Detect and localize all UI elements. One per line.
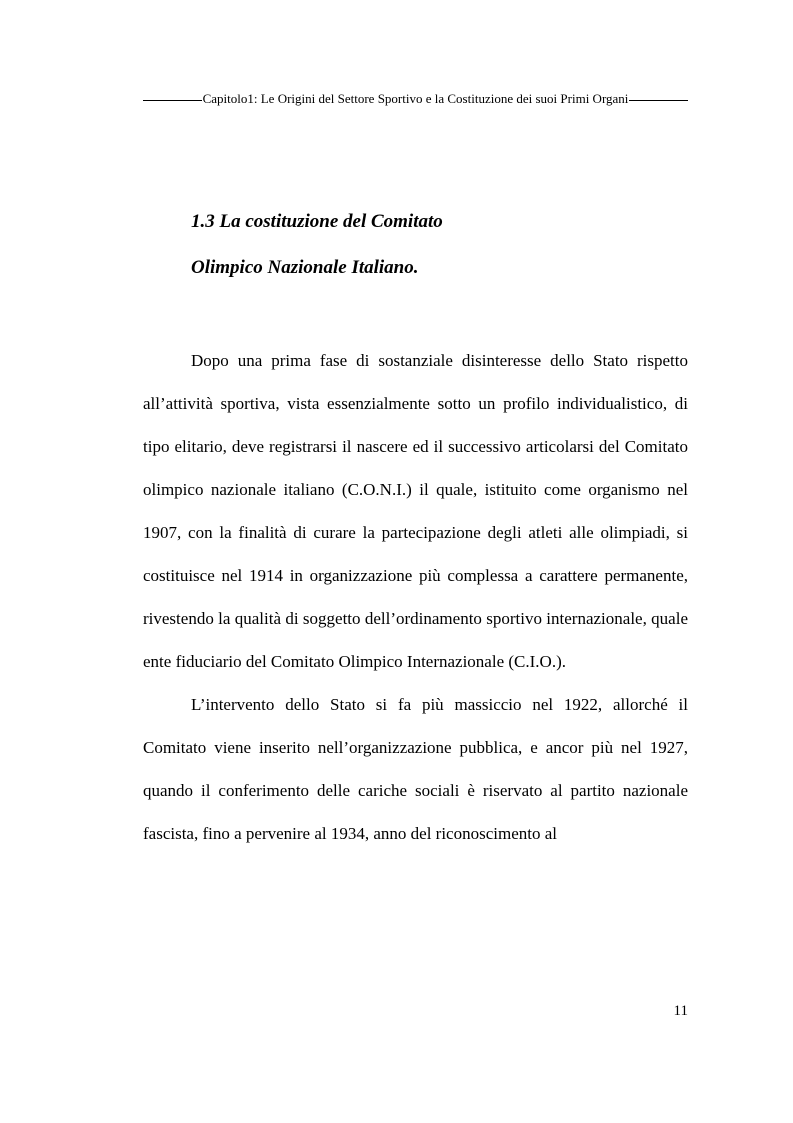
header-rule-left	[143, 100, 202, 101]
section-heading-line-2: Olimpico Nazionale Italiano.	[191, 257, 419, 278]
section-heading-line-1: 1.3 La costituzione del Comitato	[191, 211, 443, 232]
page-number: 11	[673, 1003, 688, 1019]
paragraph-2: L’intervento dello Stato si fa più massiccio nel 1922, allorché il Comitato viene inserito nell’organizzazione pubblica, e ancor più nel 1927, quando il conferimento delle cariche sociali è riservato al partito nazionale fascista, fino a pervenire al 1934, anno del riconoscimento al	[143, 695, 688, 843]
running-title: Capitolo1: Le Origini del Settore Sportivo e la Costituzione dei suoi Primi Organi	[202, 91, 629, 106]
running-header	[143, 91, 688, 107]
section-heading	[191, 199, 443, 291]
header-rule-right	[629, 100, 688, 101]
paragraph-1: Dopo una prima fase di sostanziale disinteresse dello Stato rispetto all’attività sportiva, vista essenzialmente sotto un profilo individualistico, di tipo elitario, deve registrarsi il nascere ed il successivo articolarsi del Comitato olimpico nazionale italiano (C.O.N.I.) il quale, istituito come organismo nel 1907, con la finalità di curare la partecipazione degli atleti alle olimpiadi, si costituisce nel 1914 in organizzazione più complessa a carattere permanente, rivestendo la qualità di soggetto dell’ordinamento sportivo internazionale, quale ente fiduciario del Comitato Olimpico Internazionale (C.I.O.).	[143, 351, 688, 671]
body-text	[143, 339, 688, 855]
